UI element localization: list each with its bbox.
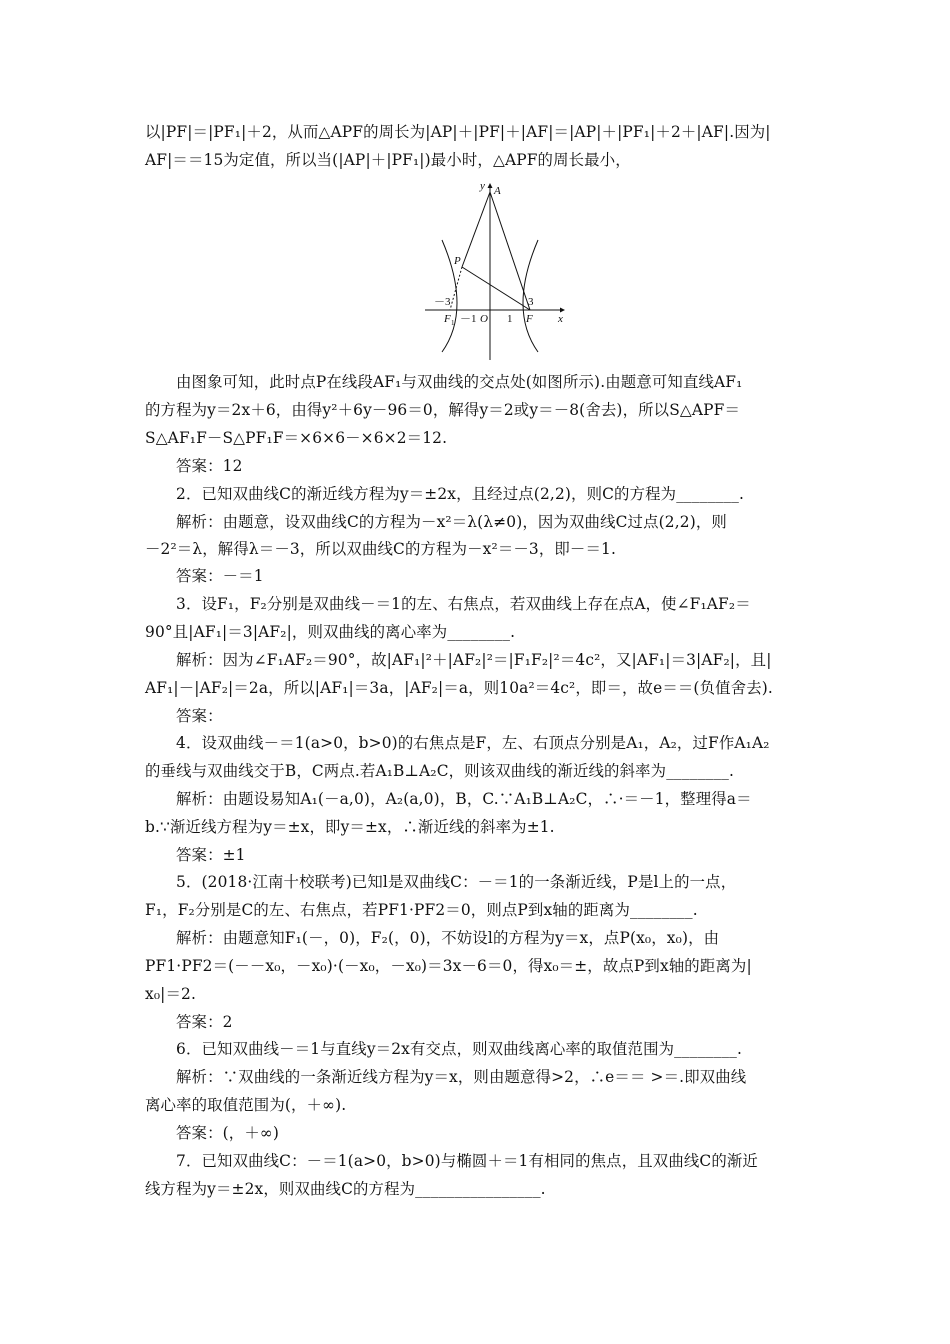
text-line: AF|＝＝15为定值，所以当(|AP|＋|PF₁|)最小时，△APF的周长最小， [145, 151, 631, 169]
text-line: 答案：－＝1 [176, 567, 264, 585]
label-O: O [480, 313, 488, 325]
hyperbola-figure [420, 180, 570, 362]
text-line: PF1·PF2＝(－－x₀，－x₀)·(－x₀，－x₀)＝3x－6＝0，得x₀＝±，故点P到x轴的距离为| [145, 957, 752, 975]
text-line: 90°且|AF₁|＝3|AF₂|，则双曲线的离心率为________. [145, 623, 516, 641]
text-line: 7．已知双曲线C：－＝1(a>0，b>0)与椭圆＋＝1有相同的焦点，且双曲线C的渐近 [176, 1152, 758, 1170]
text-line: 的垂线与双曲线交于B，C两点.若A₁B⊥A₂C，则该双曲线的渐近线的斜率为________. [145, 762, 735, 780]
text-line: S△AF₁F－S△PF₁F＝×6×6－×6×2＝12. [145, 429, 448, 447]
text-line: 5．(2018·江南十校联考)已知l是双曲线C：－＝1的一条渐近线，P是l上的一点， [176, 873, 737, 891]
text-line: 答案：2 [176, 1013, 233, 1031]
text-line: 线方程为y＝±2x，则双曲线C的方程为________________. [145, 1180, 546, 1198]
text-line: x₀|＝2. [145, 985, 197, 1003]
text-line: 6．已知双曲线－＝1与直线y＝2x有交点，则双曲线离心率的取值范围为________. [176, 1040, 742, 1058]
label-F1-sub: 1 [451, 319, 455, 327]
line-AP [462, 192, 490, 267]
label-1: 1 [507, 313, 513, 325]
text-line: 4．设双曲线－＝1(a>0，b>0)的右焦点是F，左、右顶点分别是A₁，A₂，过F作A₁A₂ [176, 734, 770, 752]
text-line: －2²＝λ，解得λ＝－3，所以双曲线C的方程为－x²＝－3，即－＝1. [145, 540, 616, 558]
text-line: 解析：由题意知F₁(－，0)，F₂(，0)，不妨设l的方程为y＝x，点P(x₀，x₀)，由 [176, 929, 720, 947]
text-line: 解析：因为∠F₁AF₂＝90°，故|AF₁|²＋|AF₂|²＝|F₁F₂|²＝4c²，又|AF₁|＝3|AF₂|，且| [176, 651, 772, 669]
text-line: 解析：由题设易知A₁(－a,0)，A₂(a,0)，B，C.∵A₁B⊥A₂C，∴·＝－1，整理得a＝ [176, 790, 752, 808]
label-F1: F [444, 313, 451, 325]
text-line: 的方程为y＝2x＋6，由得y²＋6y－96＝0，解得y＝2或y＝－8(舍去)，所以S△APF＝ [145, 401, 741, 419]
text-line: 解析：由题意，设双曲线C的方程为－x²＝λ(λ≠0)，因为双曲线C过点(2,2)，则 [176, 513, 727, 531]
label-F: F [526, 313, 533, 325]
label-neg3: －3 [434, 296, 451, 308]
text-line: 离心率的取值范围为(，＋∞). [145, 1096, 347, 1114]
text-line: F₁，F₂分别是C的左、右焦点，若PF1·PF2＝0，则点P到x轴的距离为________. [145, 901, 698, 919]
text-line: 由图象可知，此时点P在线段AF₁与双曲线的交点处(如图所示).由题意可知直线AF₁ [176, 373, 743, 391]
label-y: y [480, 180, 485, 192]
label-neg1: －1 [460, 313, 477, 325]
text-line: 以|PF|＝|PF₁|＋2，从而△APF的周长为|AP|＋|PF|＋|AF|＝|AP|＋|PF₁|＋2＋|AF|.因为| [145, 123, 771, 141]
text-line: 2．已知双曲线C的渐近线方程为y＝±2x，且经过点(2,2)，则C的方程为________. [176, 485, 745, 503]
line-AF [490, 192, 530, 310]
text-line: 解析：∵双曲线的一条渐近线方程为y＝x，则由题意得>2，∴e＝＝ >＝.即双曲线 [176, 1068, 747, 1086]
label-A: A [494, 185, 501, 197]
label-3: 3 [528, 296, 534, 308]
label-P: P [454, 255, 461, 267]
text-line: b.∵渐近线方程为y＝±x，即y＝±x，∴渐近线的斜率为±1. [145, 818, 555, 836]
text-line: 答案： [176, 707, 223, 725]
y-axis-arrow [488, 183, 493, 188]
line-PF [462, 267, 530, 310]
text-line: 3．设F₁，F₂分别是双曲线－＝1的左、右焦点，若双曲线上存在点A，使∠F₁AF₂＝ [176, 595, 751, 613]
text-line: 答案：(，＋∞) [176, 1124, 279, 1142]
text-line: 答案：±1 [176, 846, 246, 864]
label-x: x [558, 313, 563, 325]
x-axis-arrow [560, 308, 565, 313]
text-line: 答案：12 [176, 457, 243, 475]
text-line: AF₁|－|AF₂|＝2a，所以|AF₁|＝3a，|AF₂|＝a，则10a²＝4c²，即＝，故e＝＝(负值舍去). [145, 679, 773, 697]
